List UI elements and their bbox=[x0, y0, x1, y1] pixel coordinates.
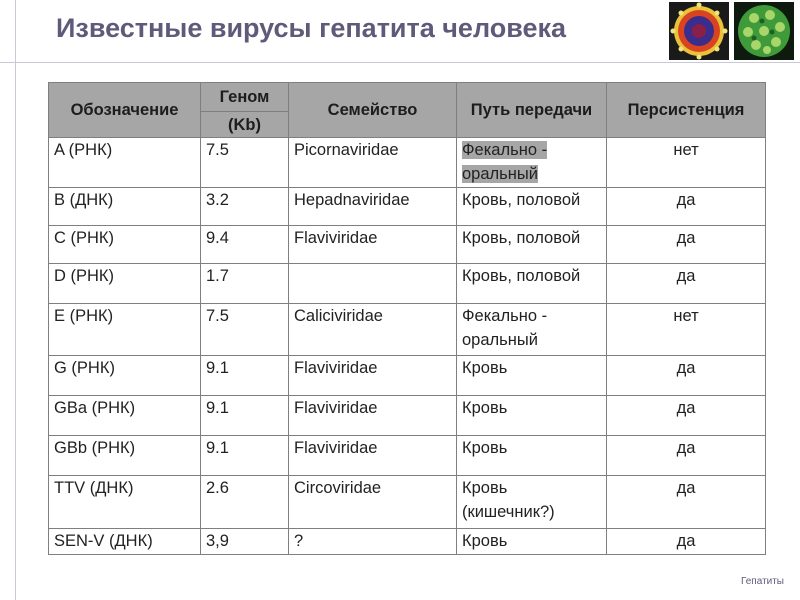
cell-family: Flaviviridae bbox=[289, 356, 457, 396]
cell-designation: B (ДНК) bbox=[49, 188, 201, 226]
table-row bbox=[49, 188, 766, 226]
table-row bbox=[49, 264, 766, 304]
cell-transmission: Фекально - оральный bbox=[457, 304, 607, 356]
cell-family: Caliciviridae bbox=[289, 304, 457, 356]
cell-family: Flaviviridae bbox=[289, 396, 457, 436]
cell-genome: 9.1 bbox=[201, 436, 289, 476]
table-row bbox=[49, 436, 766, 476]
cell-transmission bbox=[457, 138, 607, 188]
cell-transmission: Кровь (кишечник?) bbox=[457, 476, 607, 529]
cell-persistence: да bbox=[607, 264, 766, 304]
cell-genome: 9.1 bbox=[201, 356, 289, 396]
header-genome: Геном bbox=[201, 83, 289, 112]
cell-persistence: да bbox=[607, 529, 766, 555]
cell-transmission: Кровь bbox=[457, 436, 607, 476]
cell-designation: GBb (РНК) bbox=[49, 436, 201, 476]
virus-cross-section-image bbox=[669, 2, 729, 60]
cell-designation: TTV (ДНК) bbox=[49, 476, 201, 529]
cell-family: Hepadnaviridae bbox=[289, 188, 457, 226]
cell-genome: 1.7 bbox=[201, 264, 289, 304]
cell-designation: E (РНК) bbox=[49, 304, 201, 356]
cell-persistence: нет bbox=[607, 304, 766, 356]
cell-persistence: да bbox=[607, 476, 766, 529]
cell-designation: SEN-V (ДНК) bbox=[49, 529, 201, 555]
cell-transmission: Кровь, половой bbox=[457, 226, 607, 264]
table-row bbox=[49, 476, 766, 529]
cell-genome: 7.5 bbox=[201, 138, 289, 188]
table-row bbox=[49, 138, 766, 188]
left-guide-line bbox=[15, 0, 16, 600]
table-row bbox=[49, 396, 766, 436]
cell-designation: A (РНК) bbox=[49, 138, 201, 188]
cell-designation: GBa (РНК) bbox=[49, 396, 201, 436]
header-transmission: Путь передачи bbox=[457, 83, 607, 138]
header-family: Семейство bbox=[289, 83, 457, 138]
cell-transmission: Кровь bbox=[457, 396, 607, 436]
virus-capsid-image bbox=[734, 2, 794, 60]
cell-transmission: Кровь bbox=[457, 529, 607, 555]
cell-family: Flaviviridae bbox=[289, 226, 457, 264]
table-row bbox=[49, 529, 766, 555]
cell-persistence: да bbox=[607, 356, 766, 396]
cell-genome: 7.5 bbox=[201, 304, 289, 356]
cell-designation: D (РНК) bbox=[49, 264, 201, 304]
table-row bbox=[49, 304, 766, 356]
cell-family: Picornaviridae bbox=[289, 138, 457, 188]
cell-genome: 9.4 bbox=[201, 226, 289, 264]
cell-persistence: да bbox=[607, 436, 766, 476]
cell-family: ? bbox=[289, 529, 457, 555]
cell-designation: C (РНК) bbox=[49, 226, 201, 264]
cell-genome: 9.1 bbox=[201, 396, 289, 436]
cell-family: Flaviviridae bbox=[289, 436, 457, 476]
header-persistence: Персистенция bbox=[607, 83, 766, 138]
cell-family bbox=[289, 264, 457, 304]
cell-persistence: да bbox=[607, 188, 766, 226]
footer-label: Гепатиты bbox=[741, 576, 784, 587]
cell-persistence: нет bbox=[607, 138, 766, 188]
cell-transmission: Кровь, половой bbox=[457, 264, 607, 304]
title-underline bbox=[0, 62, 800, 63]
cell-persistence: да bbox=[607, 226, 766, 264]
hepatitis-virus-table bbox=[48, 82, 766, 555]
slide-title: Известные вирусы гепатита человека bbox=[56, 13, 567, 43]
cell-designation: G (РНК) bbox=[49, 356, 201, 396]
cell-persistence: да bbox=[607, 396, 766, 436]
header-designation: Обозначение bbox=[49, 83, 201, 138]
table-row bbox=[49, 226, 766, 264]
cell-transmission: Кровь, половой bbox=[457, 188, 607, 226]
cell-genome: 3.2 bbox=[201, 188, 289, 226]
cell-transmission: Кровь bbox=[457, 356, 607, 396]
table-row bbox=[49, 356, 766, 396]
cell-genome: 3,9 bbox=[201, 529, 289, 555]
cell-family: Circoviridae bbox=[289, 476, 457, 529]
cell-genome: 2.6 bbox=[201, 476, 289, 529]
header-genome-unit: (Kb) bbox=[201, 112, 289, 138]
cell-transmission-text: Фекально - оральный bbox=[462, 141, 548, 183]
